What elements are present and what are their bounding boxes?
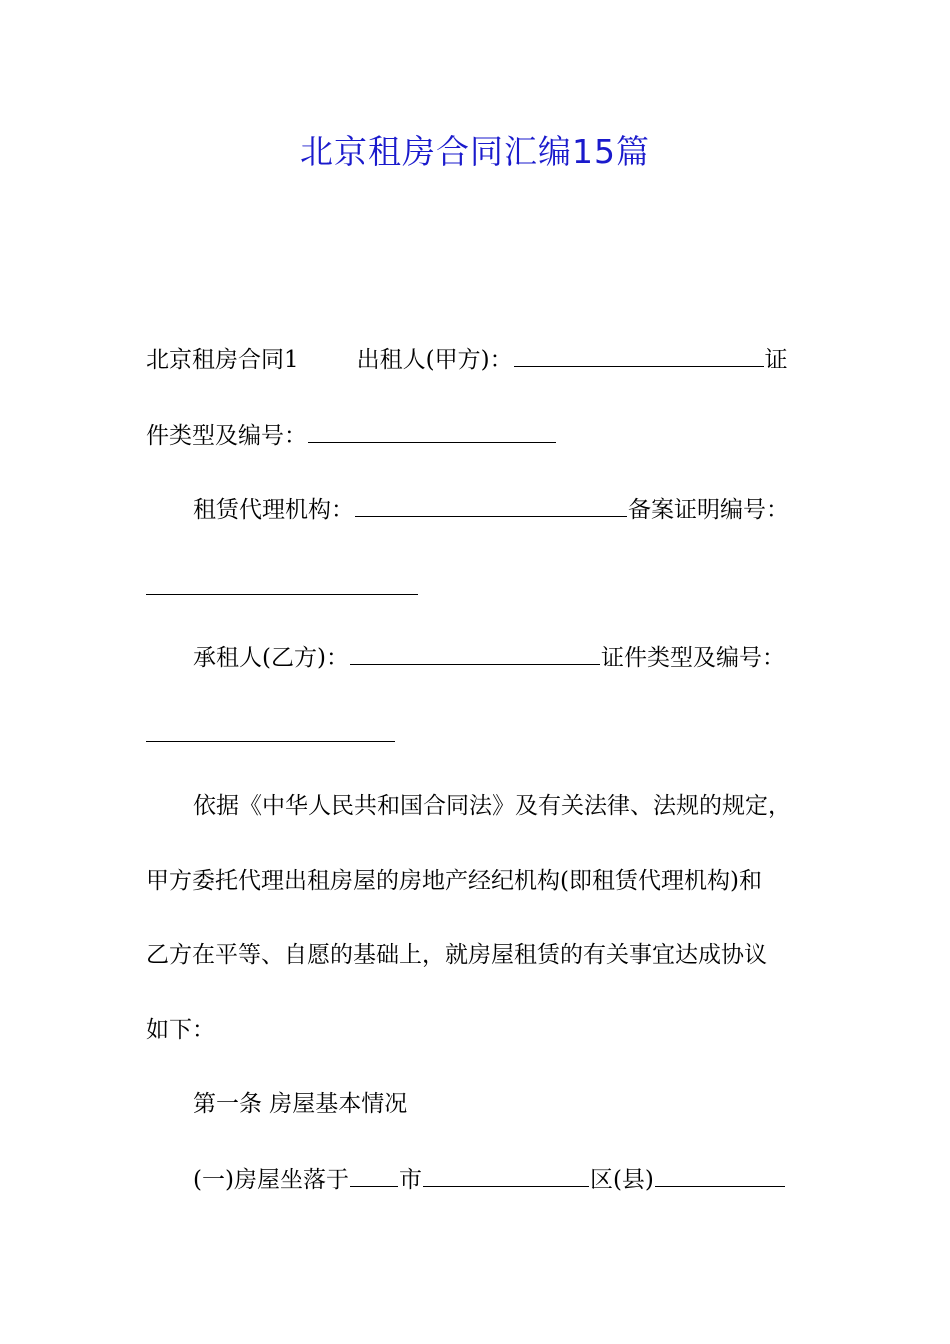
contract-heading-line: [146, 340, 812, 380]
id-type-label-rest: 件类型及编号：: [146, 423, 307, 449]
lessor-blank: [514, 365, 764, 367]
lessee-id-blank: [146, 741, 395, 742]
paragraph-line-2: 甲方委托代理出租房屋的房地产经纪机构(即租赁代理机构)和: [146, 868, 762, 894]
record-number-label: 备案证明编号：: [628, 497, 789, 523]
lessee-id-type-label: 证件类型及编号：: [600, 645, 785, 671]
lessor-label: 出租人(甲方)：: [356, 347, 513, 373]
paragraph-line-4: 如下：: [146, 1017, 215, 1043]
contract-number-label: 北京租房合同1: [146, 347, 299, 373]
city-label: 市: [398, 1167, 422, 1193]
article-1-heading: 第一条 房屋基本情况: [193, 1091, 408, 1117]
district-blank: [423, 1185, 589, 1187]
lessor-id-blank: [308, 441, 556, 443]
id-type-label-start: 证: [764, 347, 788, 373]
record-number-blank: [146, 594, 418, 595]
lessee-line: [193, 638, 813, 678]
paragraph-line-3: 乙方在平等、自愿的基础上，就房屋租赁的有关事宜达成协议: [146, 942, 767, 968]
property-location-line: [193, 1160, 813, 1200]
agency-label: 租赁代理机构：: [193, 497, 354, 523]
lessee-label: 承租人(乙方)：: [193, 645, 349, 671]
lessee-blank: [350, 663, 600, 665]
agency-blank: [355, 515, 627, 517]
agency-line: [193, 490, 813, 530]
paragraph-line-1: 依据《中华人民共和国合同法》及有关法律、法规的规定，: [193, 793, 791, 819]
location-label: (一)房屋坐落于: [193, 1167, 349, 1193]
document-title: 北京租房合同汇编15篇: [300, 132, 650, 171]
address-blank: [655, 1185, 785, 1187]
city-blank: [350, 1185, 398, 1187]
lessor-id-line: [146, 416, 812, 456]
district-label: 区(县): [589, 1167, 654, 1193]
